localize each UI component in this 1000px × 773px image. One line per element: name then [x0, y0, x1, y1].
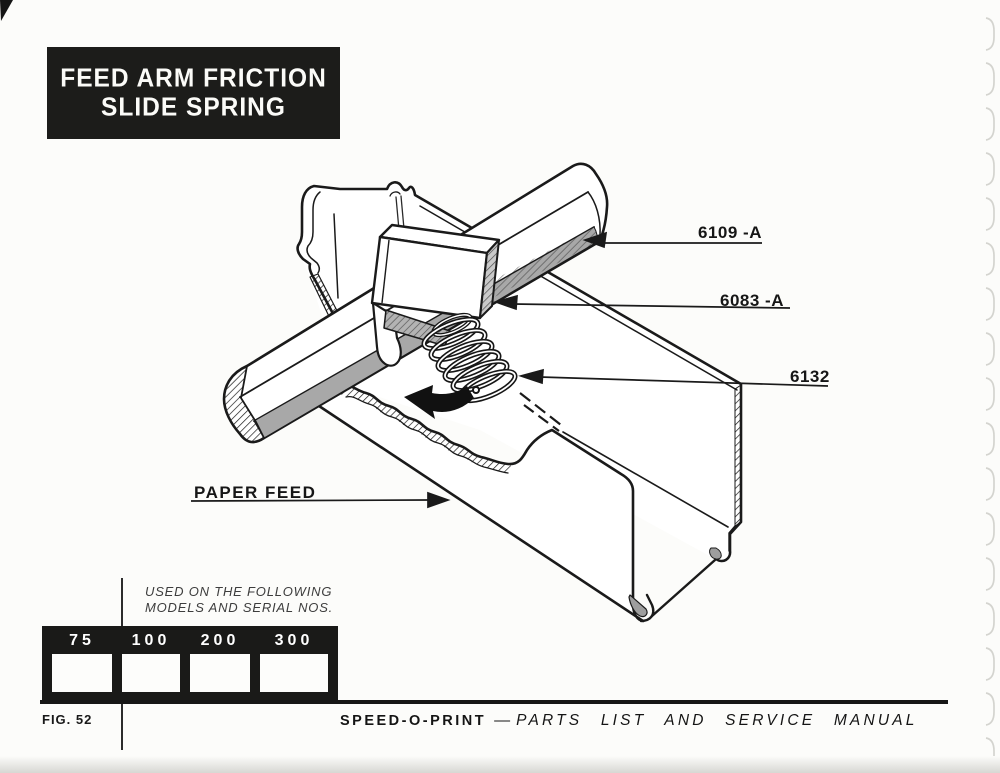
title-line-2: SLIDE SPRING	[101, 92, 286, 122]
part-label-6109-a: 6109 -A	[698, 223, 762, 242]
footer-separator: —	[494, 712, 511, 729]
figure-number: FIG. 52	[42, 712, 93, 727]
model-header-100: 100	[131, 632, 171, 649]
title-line-1: FEED ARM FRICTION	[60, 63, 327, 93]
model-header-200: 200	[200, 632, 240, 649]
model-header-75: 75	[69, 632, 95, 649]
brand-name: SPEED-O-PRINT	[340, 713, 487, 729]
usage-note	[145, 584, 355, 616]
footer-rule	[40, 700, 948, 704]
usage-note-line-2: MODELS AND SERIAL NOS.	[145, 600, 334, 615]
footer	[340, 712, 918, 730]
serial-cell-200	[190, 654, 250, 692]
usage-note-line-1: USED ON THE FOLLOWING	[145, 584, 333, 599]
part-label-6083-a: 6083 -A	[720, 291, 784, 310]
models-serial-table	[42, 626, 338, 701]
paper-feed-label: PAPER FEED	[194, 483, 317, 502]
manual-title: PARTS LIST AND SERVICE MANUAL	[516, 712, 918, 729]
page-perforation-marks	[986, 18, 994, 770]
scan-corner-artifact	[0, 0, 13, 21]
friction-slide-block	[372, 225, 499, 318]
models-table-header-row	[52, 626, 328, 654]
model-header-300: 300	[274, 632, 314, 649]
part-label-6132: 6132	[790, 367, 830, 386]
models-table-cell-row	[52, 654, 328, 692]
serial-cell-300	[260, 654, 328, 692]
serial-cell-100	[122, 654, 180, 692]
title-block	[47, 47, 340, 139]
page-edge-shadow	[0, 756, 1000, 773]
serial-cell-75	[52, 654, 112, 692]
